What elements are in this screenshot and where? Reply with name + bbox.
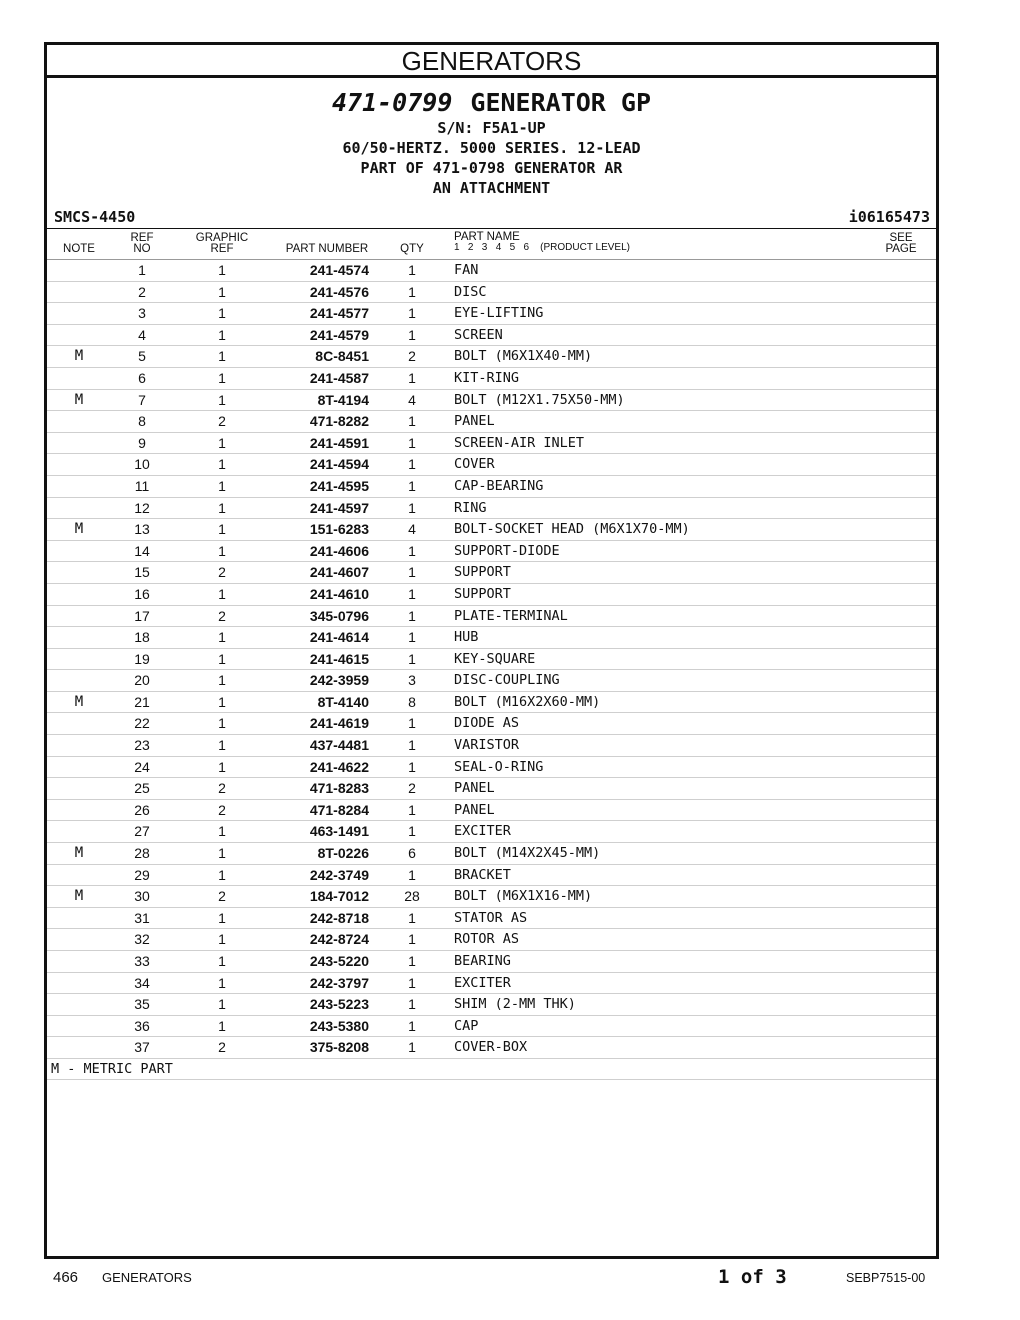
row-part-number: 345-0796	[309, 607, 369, 624]
row-graphic-ref: 1	[218, 326, 226, 343]
row-part-name: EXCITER	[454, 974, 511, 991]
table-row	[47, 908, 936, 930]
table-row	[47, 390, 936, 412]
row-part-number: 241-4595	[309, 477, 369, 494]
table-row	[47, 368, 936, 390]
row-part-name: BOLT (M16X2X60-MM)	[454, 693, 601, 710]
row-graphic-ref: 2	[218, 888, 226, 905]
row-part-number: 8C-8451	[315, 348, 369, 365]
table-row	[47, 260, 936, 282]
description-line: 60/50-HERTZ. 5000 SERIES. 12-LEAD	[342, 139, 641, 157]
row-part-number: 241-4610	[309, 585, 369, 602]
row-qty: 1	[408, 1017, 416, 1034]
parts-page-frame	[44, 42, 939, 1259]
table-row	[47, 735, 936, 757]
col-ref-1: REF	[130, 232, 154, 244]
table-row	[47, 649, 936, 671]
table-row	[47, 303, 936, 325]
col-part-name: PART NAME	[454, 231, 520, 243]
row-part-name: HUB	[454, 629, 479, 646]
illustration-id: i06165473	[848, 208, 930, 226]
table-row	[47, 454, 936, 476]
row-qty: 2	[408, 348, 416, 365]
row-qty: 1	[408, 542, 416, 559]
row-part-number: 243-5223	[309, 996, 369, 1013]
row-graphic-ref: 1	[218, 953, 226, 969]
row-part-name: BOLT (M6X1X40-MM)	[454, 348, 593, 365]
page-footer	[0, 1266, 1020, 1290]
row-ref-no: 8	[138, 413, 146, 430]
row-ref-no: 20	[134, 672, 150, 689]
row-part-name: EXCITER	[454, 823, 511, 840]
row-note: M	[74, 693, 84, 710]
row-part-name: BOLT (M14X2X45-MM)	[454, 845, 601, 862]
row-qty: 1	[408, 607, 416, 624]
table-row	[47, 929, 936, 951]
row-note: M	[74, 845, 84, 862]
row-qty: 4	[408, 391, 416, 408]
serial-line: S/N: F5A1-UP	[437, 119, 546, 137]
col-see-page-1: SEE	[889, 232, 913, 244]
row-graphic-ref: 1	[218, 456, 226, 473]
row-part-name: SUPPORT-DIODE	[454, 542, 560, 559]
row-qty: 1	[408, 369, 416, 386]
row-ref-no: 22	[134, 715, 150, 732]
row-graphic-ref: 1	[218, 758, 226, 775]
row-part-number: 241-4607	[309, 564, 369, 581]
row-part-name: CAP	[454, 1017, 479, 1034]
row-part-number: 241-4615	[309, 650, 369, 667]
row-part-number: 242-3959	[309, 672, 369, 689]
row-part-number: 471-8282	[309, 413, 369, 430]
row-qty: 1	[408, 413, 416, 430]
row-qty: 28	[404, 888, 420, 905]
row-part-name: BOLT (M12X1.75X50-MM)	[454, 391, 625, 408]
row-part-name: PLATE-TERMINAL	[454, 607, 568, 624]
row-qty: 8	[408, 693, 416, 710]
table-row	[47, 498, 936, 520]
row-part-number: 242-8718	[309, 909, 369, 926]
row-graphic-ref: 1	[218, 521, 226, 538]
row-qty: 1	[408, 823, 416, 840]
column-header	[47, 229, 936, 260]
row-graphic-ref: 1	[218, 845, 226, 862]
row-qty: 1	[408, 650, 416, 667]
row-qty: 1	[408, 326, 416, 343]
group-title	[47, 88, 936, 118]
table-row	[47, 994, 936, 1016]
table-row	[47, 821, 936, 843]
table-row	[47, 282, 936, 304]
row-part-name: SHIM (2-MM THK)	[454, 996, 576, 1013]
row-part-number: 437-4481	[309, 737, 369, 754]
row-part-name: COVER	[454, 456, 495, 473]
row-ref-no: 24	[134, 758, 150, 775]
row-qty: 3	[408, 672, 416, 689]
row-ref-no: 27	[134, 823, 150, 840]
row-graphic-ref: 1	[218, 391, 226, 408]
row-note: M	[74, 521, 84, 538]
row-graphic-ref: 2	[218, 1039, 226, 1056]
col-see-page-2: PAGE	[885, 243, 917, 255]
row-ref-no: 35	[134, 996, 150, 1013]
row-part-name: DISC-COUPLING	[454, 672, 560, 689]
row-qty: 1	[408, 758, 416, 775]
row-graphic-ref: 1	[218, 305, 226, 322]
row-qty: 1	[408, 477, 416, 494]
row-qty: 1	[408, 1039, 416, 1056]
row-qty: 1	[408, 715, 416, 732]
row-graphic-ref: 2	[218, 607, 226, 624]
row-part-name: SCREEN	[454, 326, 503, 343]
row-part-number: 8T-4194	[317, 391, 369, 408]
row-part-name: DIODE AS	[454, 715, 520, 732]
row-qty: 2	[408, 780, 416, 797]
row-part-number: 8T-4140	[317, 693, 369, 710]
row-graphic-ref: 1	[218, 715, 226, 732]
smcs-bar	[47, 208, 936, 229]
row-qty: 1	[408, 456, 416, 473]
row-part-number: 242-3797	[309, 974, 369, 991]
table-row	[47, 865, 936, 887]
table-row	[47, 973, 936, 995]
row-ref-no: 23	[134, 737, 150, 754]
row-part-number: 375-8208	[309, 1039, 369, 1056]
row-part-number: 241-4622	[309, 758, 369, 775]
row-graphic-ref: 1	[218, 499, 226, 516]
row-ref-no: 14	[134, 542, 150, 559]
row-graphic-ref: 1	[218, 650, 226, 667]
row-part-name: RING	[454, 499, 487, 516]
row-qty: 1	[408, 974, 416, 991]
table-row	[47, 778, 936, 800]
row-part-number: 241-4587	[309, 369, 369, 386]
table-row	[47, 433, 936, 455]
row-qty: 1	[408, 629, 416, 646]
col-product-level: 1 2 3 4 5 6 (PRODUCT LEVEL)	[454, 242, 630, 253]
parts-list	[47, 260, 936, 1059]
row-part-name: BOLT (M6X1X16-MM)	[454, 888, 593, 905]
row-part-name: BRACKET	[454, 866, 511, 883]
row-qty: 1	[408, 585, 416, 602]
footer-section: GENERATORS	[102, 1270, 192, 1285]
row-part-number: 241-4577	[309, 305, 369, 322]
table-row	[47, 346, 936, 368]
metric-footnote: M - METRIC PART	[47, 1059, 936, 1080]
table-row	[47, 1037, 936, 1059]
row-ref-no: 2	[138, 283, 146, 300]
row-part-number: 184-7012	[309, 888, 369, 905]
row-ref-no: 6	[138, 369, 146, 386]
row-graphic-ref: 1	[218, 348, 226, 365]
row-graphic-ref: 1	[218, 974, 226, 991]
table-row	[47, 1016, 936, 1038]
row-part-number: 463-1491	[309, 823, 369, 840]
row-graphic-ref: 1	[218, 1017, 226, 1034]
row-graphic-ref: 1	[218, 693, 226, 710]
row-qty: 1	[408, 305, 416, 322]
row-part-name: BOLT-SOCKET HEAD (M6X1X70-MM)	[454, 521, 690, 538]
row-part-name: PANEL	[454, 801, 495, 818]
table-row	[47, 757, 936, 779]
row-ref-no: 31	[134, 909, 150, 926]
row-ref-no: 30	[134, 888, 150, 905]
page-of: 1 of 3	[718, 1266, 787, 1288]
row-ref-no: 16	[134, 585, 150, 602]
row-part-name: KEY-SQUARE	[454, 650, 536, 667]
row-part-number: 471-8284	[309, 801, 369, 818]
row-ref-no: 21	[134, 693, 150, 710]
table-row	[47, 951, 936, 973]
table-row	[47, 606, 936, 628]
row-ref-no: 29	[134, 866, 150, 883]
row-part-name: SUPPORT	[454, 564, 511, 581]
row-ref-no: 4	[138, 326, 146, 343]
row-part-number: 8T-0226	[317, 845, 369, 862]
row-graphic-ref: 2	[218, 801, 226, 818]
row-part-name: DISC	[454, 283, 487, 300]
row-part-number: 241-4619	[309, 715, 369, 732]
row-ref-no: 1	[138, 262, 146, 278]
row-part-name: VARISTOR	[454, 737, 520, 754]
row-part-name: CAP-BEARING	[454, 477, 544, 494]
row-graphic-ref: 1	[218, 866, 226, 883]
row-part-name: PANEL	[454, 413, 495, 430]
table-row	[47, 713, 936, 735]
row-graphic-ref: 1	[218, 262, 226, 278]
row-ref-no: 18	[134, 629, 150, 646]
row-graphic-ref: 1	[218, 823, 226, 840]
document-number: SEBP7515-00	[846, 1271, 926, 1285]
row-qty: 1	[408, 909, 416, 926]
table-row	[47, 411, 936, 433]
table-row	[47, 541, 936, 563]
row-part-number: 242-3749	[309, 866, 369, 883]
row-part-name: ROTOR AS	[454, 931, 520, 948]
row-part-name: SUPPORT	[454, 585, 511, 602]
row-graphic-ref: 1	[218, 542, 226, 559]
row-graphic-ref: 2	[218, 780, 226, 797]
table-row	[47, 627, 936, 649]
row-part-name: BEARING	[454, 953, 511, 969]
table-row	[47, 562, 936, 584]
row-graphic-ref: 1	[218, 434, 226, 451]
col-ref-2: NO	[133, 243, 151, 255]
row-part-number: 241-4606	[309, 542, 369, 559]
table-row	[47, 325, 936, 347]
table-row	[47, 800, 936, 822]
row-ref-no: 7	[138, 391, 146, 408]
row-part-name: SCREEN-AIR INLET	[454, 434, 585, 451]
row-ref-no: 15	[134, 564, 150, 581]
row-ref-no: 19	[134, 650, 150, 667]
row-qty: 4	[408, 521, 416, 538]
row-ref-no: 5	[138, 348, 146, 365]
row-graphic-ref: 1	[218, 585, 226, 602]
row-qty: 1	[408, 262, 416, 278]
row-ref-no: 12	[134, 499, 150, 516]
table-row	[47, 843, 936, 865]
row-qty: 1	[408, 866, 416, 883]
group-header	[47, 88, 936, 198]
row-part-number: 243-5220	[309, 953, 369, 969]
col-note: NOTE	[63, 243, 95, 255]
smcs-code: SMCS-4450	[54, 208, 136, 226]
row-graphic-ref: 1	[218, 931, 226, 948]
row-part-name: EYE-LIFTING	[454, 305, 544, 322]
row-part-number: 241-4614	[309, 629, 369, 646]
row-graphic-ref: 1	[218, 996, 226, 1013]
group-part-number: 471-0799	[331, 88, 453, 117]
row-qty: 1	[408, 737, 416, 754]
row-graphic-ref: 1	[218, 283, 226, 300]
row-ref-no: 3	[138, 305, 146, 322]
row-part-number: 243-5380	[309, 1017, 369, 1034]
row-part-name: PANEL	[454, 780, 495, 797]
row-graphic-ref: 1	[218, 629, 226, 646]
row-ref-no: 17	[134, 607, 150, 624]
row-qty: 1	[408, 283, 416, 300]
row-ref-no: 36	[134, 1017, 150, 1034]
row-graphic-ref: 2	[218, 413, 226, 430]
row-qty: 1	[408, 953, 416, 969]
row-qty: 1	[408, 801, 416, 818]
row-part-name: FAN	[454, 262, 479, 278]
row-ref-no: 32	[134, 931, 150, 948]
table-row	[47, 519, 936, 541]
part-of-line: PART OF 471-0798 GENERATOR AR	[360, 159, 623, 177]
row-graphic-ref: 1	[218, 672, 226, 689]
table-row	[47, 476, 936, 498]
row-part-number: 241-4597	[309, 499, 369, 516]
row-graphic-ref: 1	[218, 909, 226, 926]
row-qty: 1	[408, 499, 416, 516]
row-ref-no: 28	[134, 845, 150, 862]
table-row	[47, 886, 936, 908]
row-qty: 1	[408, 931, 416, 948]
row-ref-no: 9	[138, 434, 146, 451]
row-ref-no: 34	[134, 974, 150, 991]
col-qty: QTY	[400, 243, 424, 255]
table-row	[47, 584, 936, 606]
row-part-number: 151-6283	[309, 521, 369, 538]
row-part-name: SEAL-O-RING	[454, 758, 544, 775]
row-graphic-ref: 1	[218, 369, 226, 386]
row-note: M	[74, 888, 84, 905]
row-ref-no: 26	[134, 801, 150, 818]
row-part-number: 241-4579	[309, 326, 369, 343]
row-ref-no: 13	[134, 521, 150, 538]
row-part-number: 241-4576	[309, 283, 369, 300]
row-qty: 1	[408, 996, 416, 1013]
col-part-number: PART NUMBER	[285, 243, 369, 255]
row-part-name: KIT-RING	[454, 369, 520, 386]
table-row	[47, 692, 936, 714]
group-part-name: GENERATOR GP	[470, 88, 652, 117]
row-graphic-ref: 1	[218, 737, 226, 754]
row-part-number: 471-8283	[309, 780, 369, 797]
col-graphic-ref-2: REF	[210, 243, 234, 255]
row-ref-no: 11	[134, 477, 150, 494]
row-ref-no: 37	[134, 1039, 150, 1056]
row-part-number: 241-4574	[309, 262, 369, 278]
col-graphic-ref-1: GRAPHIC	[195, 232, 249, 244]
row-graphic-ref: 1	[218, 477, 226, 494]
table-row	[47, 670, 936, 692]
row-ref-no: 33	[134, 953, 150, 969]
row-ref-no: 25	[134, 780, 150, 797]
row-qty: 1	[408, 434, 416, 451]
row-part-name: STATOR AS	[454, 909, 528, 926]
row-part-name: COVER-BOX	[454, 1039, 528, 1056]
row-part-number: 241-4594	[309, 456, 369, 473]
row-part-number: 242-8724	[309, 931, 369, 948]
row-part-number: 241-4591	[309, 434, 369, 451]
attachment-line: AN ATTACHMENT	[432, 179, 551, 197]
row-ref-no: 10	[134, 456, 150, 473]
section-title: GENERATORS	[47, 45, 936, 78]
row-note: M	[74, 348, 84, 365]
page-number: 466	[53, 1269, 79, 1286]
row-graphic-ref: 2	[218, 564, 226, 581]
row-qty: 1	[408, 564, 416, 581]
row-note: M	[74, 391, 84, 408]
row-qty: 6	[408, 845, 416, 862]
